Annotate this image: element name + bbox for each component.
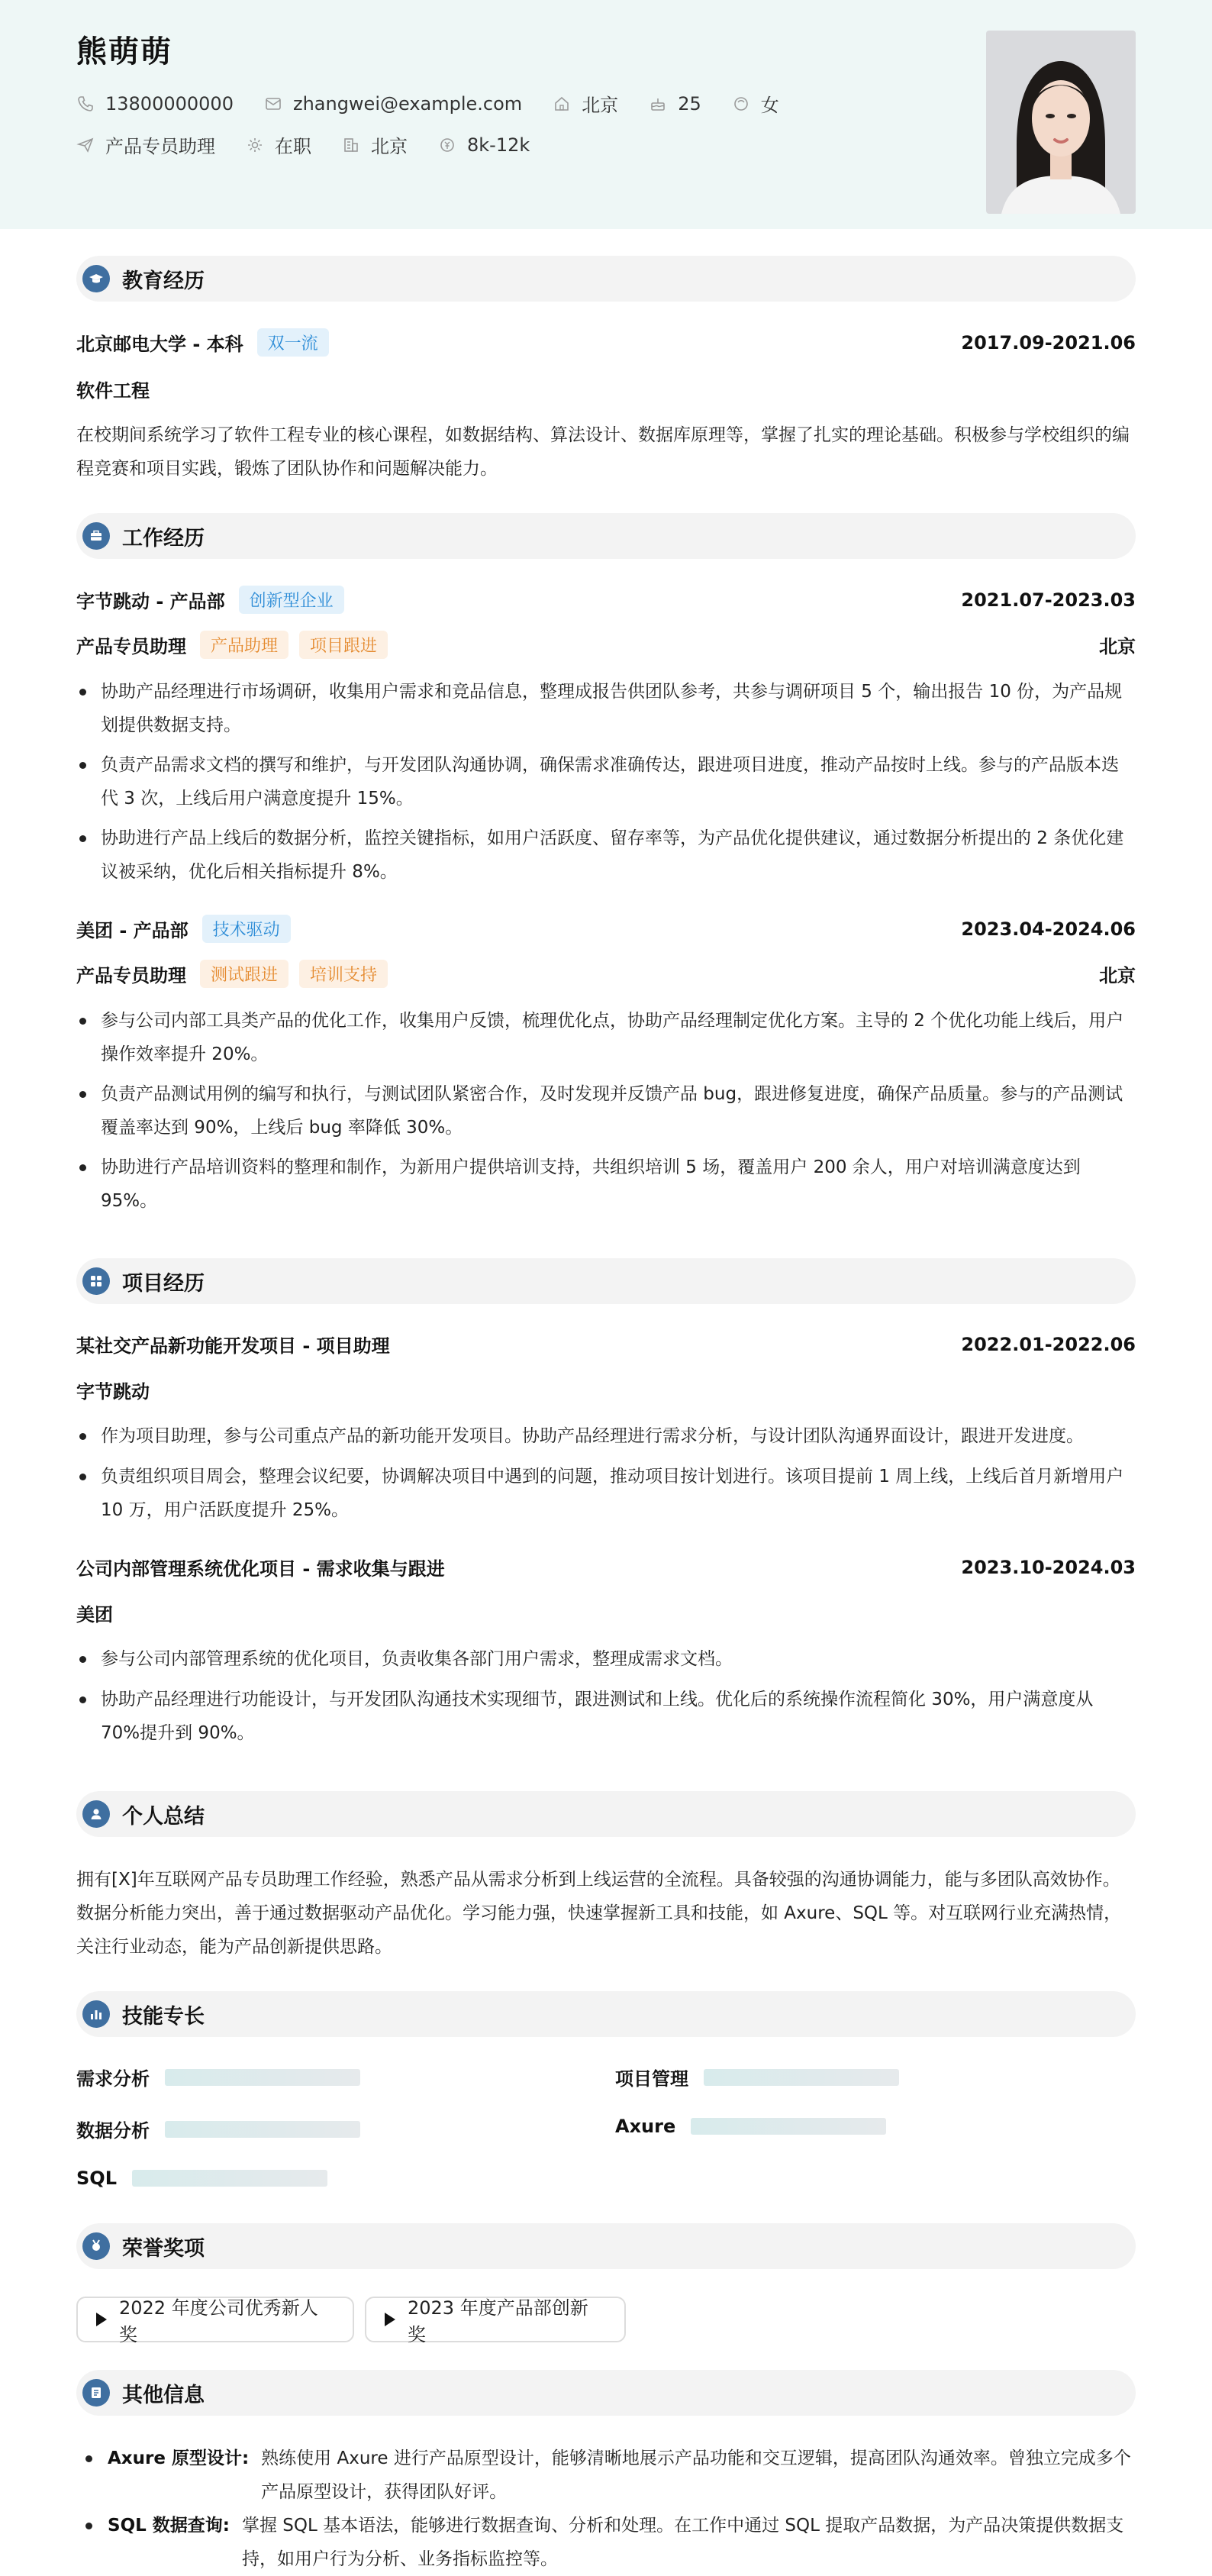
briefcase-icon (82, 522, 110, 550)
job-bullet: 协助进行产品培训资料的整理和制作，为新用户提供培训支持，共组织培训 5 场，覆盖用户 200 余人，用户对培训满意度达到 95%。 (76, 1151, 1136, 1218)
salary-text: 8k-12k (467, 134, 530, 156)
coin-icon (438, 136, 456, 154)
projects-section-header (76, 1258, 1136, 1304)
education-section-header (76, 256, 1136, 302)
age-info (649, 93, 701, 115)
summary-section-title: 个人总结 (122, 1804, 205, 1829)
gender-text: 女 (760, 95, 779, 116)
job-header (76, 915, 1136, 943)
phone-text: 13800000000 (105, 92, 234, 115)
play-triangle-icon (385, 2313, 395, 2326)
phone-icon (76, 95, 95, 113)
other-section-header (76, 2370, 1136, 2416)
phone-info (76, 93, 234, 115)
skill-level-bar (165, 2069, 360, 2086)
role-tag: 培训支持 (299, 960, 388, 988)
projects-section-title: 项目经历 (122, 1271, 205, 1296)
skill-level-bar (704, 2069, 899, 2086)
gender-icon (732, 95, 750, 113)
project-bullet: 参与公司内部管理系统的优化项目，负责收集各部门用户需求，整理成需求文档。 (76, 1642, 1136, 1676)
job-company: 字节跳动 - 产品部 (76, 591, 225, 612)
job-date: 2021.07-2023.03 (961, 589, 1136, 611)
graduation-cap-icon (82, 265, 110, 292)
job-city: 北京 (1099, 965, 1136, 986)
project-org: 美团 (76, 1604, 113, 1625)
bar-chart-icon (82, 2000, 110, 2028)
skill-level-bar (132, 2170, 327, 2187)
skill-name: SQL (76, 2168, 117, 2189)
email-text: zhangwei@example.com (292, 92, 523, 115)
home-icon (553, 95, 571, 113)
project-bullet: 协助产品经理进行功能设计，与开发团队沟通技术实现细节，跟进测试和上线。优化后的系统操作流程简化 30%，用户满意度从 70%提升到 90%。 (76, 1683, 1136, 1750)
school-tag: 双一流 (257, 328, 329, 357)
education-date: 2017.09-2021.06 (961, 331, 1136, 353)
education-section-title: 教育经历 (122, 269, 205, 293)
project-header (76, 1554, 1136, 1580)
other-label: Axure 原型设计: (108, 2448, 250, 2468)
education-entry-header (76, 328, 1136, 357)
candidate-name: 熊萌萌 (76, 34, 172, 69)
job-role: 产品专员助理 (76, 965, 186, 986)
education-description: 在校期间系统学习了软件工程专业的核心课程，如数据结构、算法设计、数据库原理等，掌握了扎实的理论基础。积极参与学校组织的编程竞赛和项目实践，锻炼了团队协作和问题解决能力。 (76, 425, 1130, 479)
skill-level-fill (165, 2069, 360, 2086)
user-icon (82, 1800, 110, 1828)
other-text: 掌握 SQL 基本语法，能够进行数据查询、分析和处理。在工作中通过 SQL 提取产品数据，为产品决策提供数据支持，如用户行为分析、业务指标监控等。 (241, 2516, 1124, 2569)
award-item (76, 2297, 354, 2345)
major-name: 软件工程 (76, 380, 150, 402)
skill-level-fill (704, 2069, 899, 2086)
job-city: 北京 (1099, 636, 1136, 657)
job-bullet: 协助进行产品上线后的数据分析，监控关键指标，如用户活跃度、留存率等，为产品优化提供建议，通过数据分析提出的 2 条优化建议被采纳，优化后相关指标提升 8%。 (76, 822, 1136, 889)
job-bullet: 负责产品需求文档的撰写和维护，与开发团队沟通协调，确保需求准确传达，跟进项目进度，推动产品按时上线。参与的产品版本迭代 3 次，上线后用户满意度提升 15%。 (76, 748, 1136, 815)
other-text: 熟练使用 Axure 进行产品原型设计，能够清晰地展示产品功能和交互逻辑，提高团队沟通效率。曾独立完成多个产品原型设计，获得团队好评。 (261, 2448, 1131, 2502)
gear-icon (246, 136, 264, 154)
other-item (76, 2509, 1136, 2576)
skill-name: 数据分析 (76, 2120, 150, 2142)
company-tag: 创新型企业 (239, 586, 344, 614)
building-icon (342, 136, 360, 154)
role-tag: 产品助理 (200, 631, 288, 659)
city-text: 北京 (371, 136, 408, 157)
job-bullet: 参与公司内部工具类产品的优化工作，收集用户反馈，梳理优化点，协助产品经理制定优化方案。主导的 2 个优化功能上线后，用户操作效率提升 20%。 (76, 1004, 1136, 1071)
profile-header (0, 0, 1212, 229)
email-info (264, 93, 522, 115)
profile-photo (986, 31, 1136, 214)
award-name: 2022 年度公司优秀新人奖 (119, 2297, 318, 2345)
project-bullet: 负责组织项目周会，整理会议纪要，协调解决项目中遇到的问题，推动项目按计划进行。该项目提前 1 周上线，上线后首月新增用户 10 万，用户活跃度提升 25%。 (76, 1460, 1136, 1527)
job-role: 产品专员助理 (76, 636, 186, 657)
school-name: 北京邮电大学 - 本科 (76, 334, 243, 355)
project-date: 2022.01-2022.06 (961, 1333, 1136, 1355)
contact-row (76, 90, 810, 117)
skill-level-fill (691, 2118, 886, 2135)
other-item (76, 2442, 1136, 2509)
skill-level-bar (165, 2121, 360, 2138)
grid-icon (82, 1267, 110, 1295)
honors-section-header (76, 2223, 1136, 2269)
job-bullet: 负责产品测试用例的编写和执行，与测试团队紧密合作，及时发现并反馈产品 bug，跟进修复进度，确保产品质量。参与的产品测试覆盖率达到 90%，上线后 bug 率降低 30%。 (76, 1077, 1136, 1144)
mail-icon (264, 95, 282, 113)
portrait-avatar (986, 31, 1136, 214)
major-row (76, 376, 1136, 402)
summary-text: 拥有[X]年互联网产品专员助理工作经验，熟悉产品从需求分析到上线运营的全流程。具备较强的沟通协调能力，能与多团队高效协作。数据分析能力突出，善于通过数据驱动产品优化。学习能力强，快速掌握新工具和技能，如 Axure、SQL 等。对互联网行业充满热情，关注行业动态，能为产品创新提供思路。 (76, 1870, 1122, 1957)
role-tag: 测试跟进 (200, 960, 288, 988)
award-item (365, 2297, 626, 2345)
honors-section-title: 荣誉奖项 (122, 2236, 205, 2261)
bullet-dot (85, 2523, 92, 2529)
role-tag: 项目跟进 (299, 631, 388, 659)
job-intent-row (76, 131, 560, 158)
job-company: 美团 - 产品部 (76, 920, 189, 941)
medal-icon (82, 2232, 110, 2260)
project-org-row (76, 1600, 1136, 1626)
project-name: 某社交产品新功能开发项目 - 项目助理 (76, 1335, 390, 1357)
project-date: 2023.10-2024.03 (961, 1556, 1136, 1578)
job-date: 2023.04-2024.06 (961, 918, 1136, 940)
skill-name: Axure (615, 2116, 676, 2137)
hometown-text: 北京 (582, 95, 619, 116)
city-info (342, 131, 408, 158)
skill-item (615, 2064, 899, 2090)
send-icon (76, 136, 95, 154)
cake-icon (649, 95, 667, 113)
status-info (246, 131, 311, 158)
project-header (76, 1331, 1136, 1357)
project-org-row (76, 1377, 1136, 1403)
skill-item (76, 2064, 360, 2090)
work-section-header (76, 513, 1136, 559)
project-bullet: 作为项目助理，参与公司重点产品的新功能开发项目。协助产品经理进行需求分析，与设计团队沟通界面设计，跟进开发进度。 (76, 1419, 1136, 1453)
skill-item (615, 2116, 886, 2137)
status-text: 在职 (275, 136, 311, 157)
position-info (76, 131, 215, 158)
position-text: 产品专员助理 (105, 136, 215, 157)
skill-level-bar (691, 2118, 886, 2135)
work-section-title: 工作经历 (122, 526, 205, 550)
job-bullet: 协助产品经理进行市场调研，收集用户需求和竞品信息，整理成报告供团队参考，共参与调研项目 5 个，输出报告 10 份，为产品规划提供数据支持。 (76, 675, 1136, 742)
project-org: 字节跳动 (76, 1381, 150, 1403)
job-role-row (76, 631, 1136, 659)
play-triangle-icon (96, 2313, 107, 2326)
job-role-row (76, 960, 1136, 988)
job-header (76, 586, 1136, 614)
skill-level-fill (165, 2121, 360, 2138)
award-name: 2023 年度产品部创新奖 (408, 2297, 588, 2345)
summary-section-header (76, 1791, 1136, 1837)
skills-section-header (76, 1991, 1136, 2037)
project-name: 公司内部管理系统优化项目 - 需求收集与跟进 (76, 1558, 445, 1580)
other-section-title: 其他信息 (122, 2383, 205, 2407)
skill-level-fill (132, 2170, 327, 2187)
skill-name: 需求分析 (76, 2068, 150, 2090)
skills-section-title: 技能专长 (122, 2004, 205, 2029)
skill-item (76, 2116, 360, 2142)
skill-item (76, 2168, 327, 2189)
gender-info (732, 90, 779, 117)
bullet-dot (85, 2455, 92, 2462)
company-tag: 技术驱动 (202, 915, 291, 943)
info-icon (82, 2379, 110, 2407)
skill-name: 项目管理 (615, 2068, 688, 2090)
hometown-info (553, 90, 618, 117)
age-text: 25 (678, 92, 701, 115)
other-label: SQL 数据查询: (108, 2516, 230, 2536)
salary-info (438, 134, 530, 156)
